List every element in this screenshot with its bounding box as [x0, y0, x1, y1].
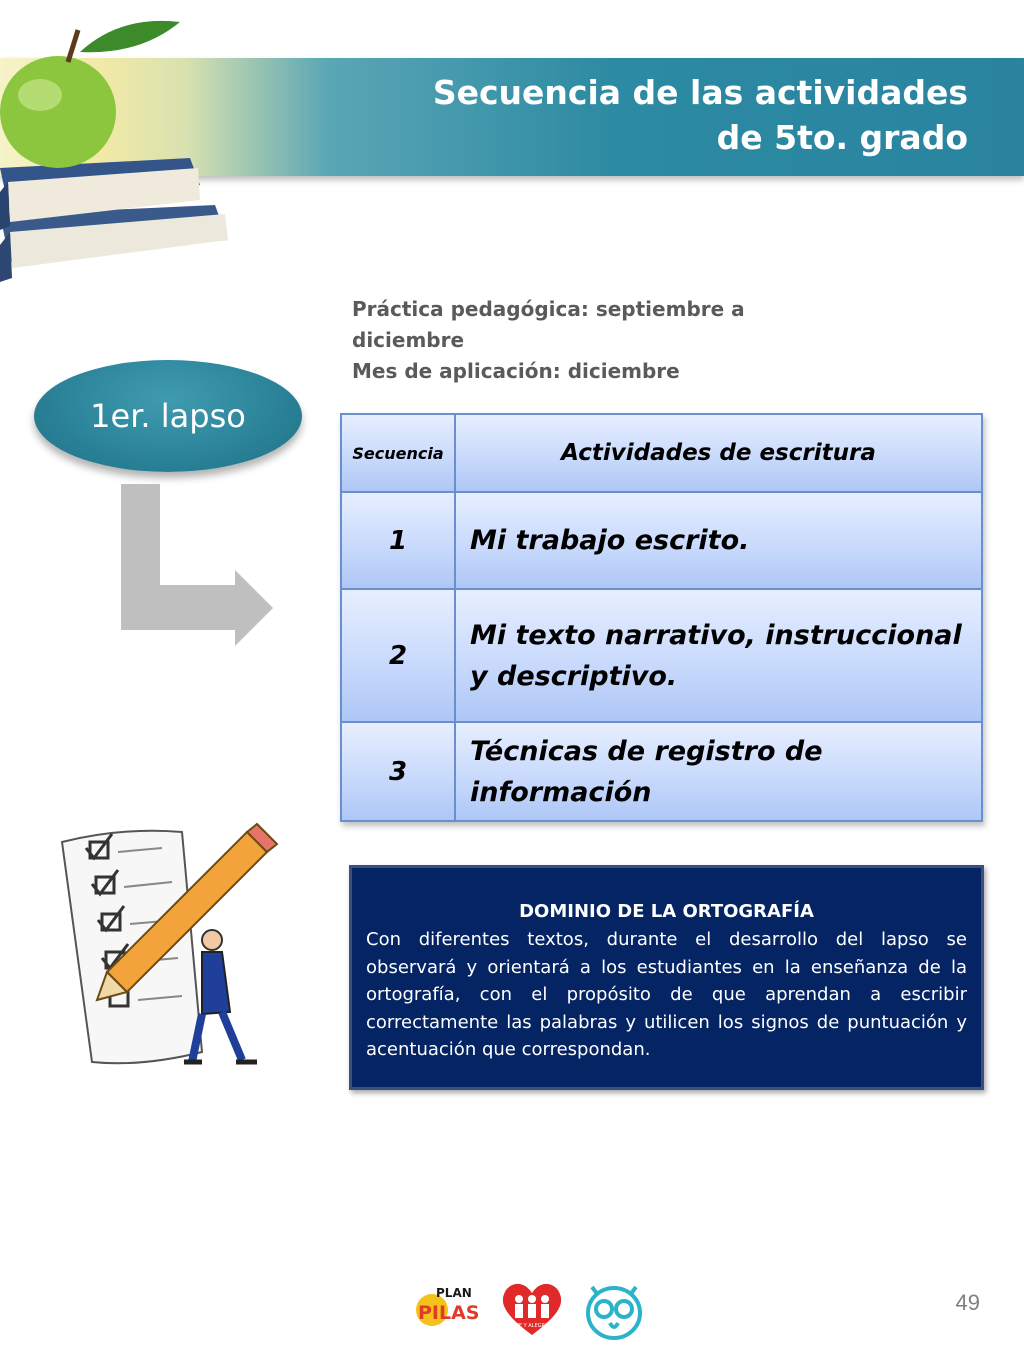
fe-y-alegria-logo: [503, 1284, 561, 1335]
table-row: [341, 492, 982, 589]
page-title-line1: Secuencia de las actividades: [432, 73, 968, 112]
row-activity: Técnicas de registro de información: [455, 722, 982, 821]
table-row: [341, 589, 982, 722]
row-number: 3: [341, 722, 455, 821]
table-header-row: [341, 414, 982, 492]
lapso-badge: [34, 360, 302, 472]
info-line: Mes de aplicación: diciembre: [352, 359, 680, 383]
apple-books-illustration: [0, 0, 240, 290]
dominio-ortografia-box: [349, 865, 984, 1090]
plan-pilas-logo: [416, 1286, 480, 1326]
info-line: Práctica pedagógica: septiembre a: [352, 297, 745, 321]
checklist-pencil-illustration: [52, 822, 292, 1077]
info-line: diciembre: [352, 328, 465, 352]
fe-y-alegria-logo-text: FE Y ALEGRIA: [516, 1323, 550, 1329]
dominio-text: Con diferentes textos, durante el desarrollo del lapso se observará y orientará a los estudiantes en la enseñanza de la ortografía, con el propósito de que aprendan a escribir correctamente las palabras y utilicen los signos de puntuación y acentuación que correspondan.: [366, 929, 967, 1060]
plan-pilas-logo-text-1: PLAN: [436, 1286, 472, 1300]
page-title-line2: de 5to. grado: [716, 118, 968, 157]
lapso-label: 1er. lapso: [90, 397, 246, 435]
table-row: [341, 722, 982, 821]
bent-arrow-icon: [115, 480, 280, 655]
column-header-secuencia: Secuencia: [341, 414, 455, 492]
row-activity: Mi texto narrativo, instruccional y descriptivo.: [455, 589, 982, 722]
dominio-title: DOMINIO DE LA ORTOGRAFÍA: [519, 901, 814, 922]
info-block: [352, 294, 752, 387]
column-header-actividades: Actividades de escritura: [455, 414, 982, 492]
row-activity: Mi trabajo escrito.: [455, 492, 982, 589]
page-number: 49: [955, 1290, 980, 1315]
plan-pilas-logo-text-2: PILAS: [418, 1302, 480, 1324]
row-number: 1: [341, 492, 455, 589]
owl-logo: [588, 1287, 640, 1338]
activities-table: [340, 413, 983, 822]
row-number: 2: [341, 589, 455, 722]
page-title: [408, 70, 968, 160]
footer-logos: [410, 1275, 650, 1345]
